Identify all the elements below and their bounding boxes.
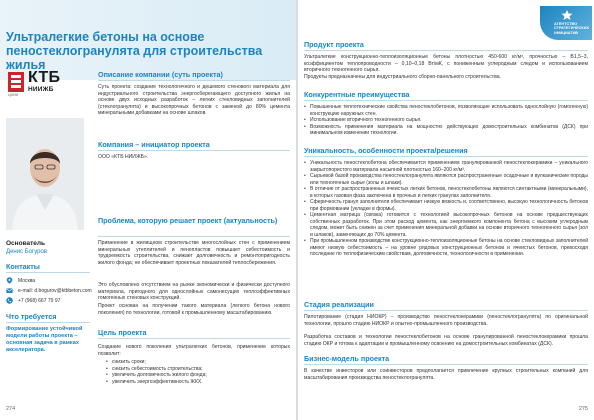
logo-name: КТБ [28,69,61,86]
founder-portrait-icon [6,118,84,230]
list-item: • увеличить энергоэффективность ЖКХ. [106,379,290,386]
contact-phone-text: +7 (968) 667 79 97 [18,297,61,304]
business-heading-rule [304,364,588,365]
list-item: • Уникальность пеностеклобетона обеспечивается применением гранулированной пеностеклокерамики – уникального закрытопористого материала насыпной плотностью 160–200 кг/м³. [304,160,588,173]
list-item: • Сырьевой базой производства пеностеклогранулята являются распространенные осадочные и вулканические породы или техногенные сырье (золы и шлаки). [304,173,588,186]
page-title: Ультралегкие бетоны на основе пеностеклогранулята для строительства жилья [6,30,263,72]
initiator-text: ООО «КТБ НИИЖБ». [98,154,149,160]
list-item: • снизить сроки; [106,359,290,366]
founder-photo [6,118,84,230]
problem-text-2: Это обусловлено отсутствием на рынке экономически и физически доступного материала, пригодного для однослойных самонесущих теплоэффективных гомогенных стеновых конструкций. [98,282,290,302]
agency-logo [540,6,590,36]
initiator-heading: Компания – инициатор проекта [98,140,210,149]
phone-icon [6,297,13,304]
logo-sub: НИИЖБ [28,86,54,93]
list-item: • увеличить долговечность жилого фонда; [106,372,290,379]
problem-text: Применение в жилищном строительстве многослойных стен с применением минеральных утеплителей и пенопластов повышает себестоимость и трудоемкость строительства, снижает долговечность и ремонтопригодность жилого фонда; не обеспечивает проектных показателей теплосбережения. [98,240,290,266]
goal-heading-rule [98,338,290,339]
page-number-right: 275 [578,406,588,412]
uniqueness-heading-rule [304,156,588,157]
contact-email[interactable] [6,286,92,295]
advantages-heading: Конкурентные преимущества [304,90,410,99]
need-heading-rule [6,322,90,323]
goal-list [106,359,290,385]
list-item: • В отличие от распространенных ячеистых легких бетонов, пеностеклобетоны являются синтактными (минеральными), в которых газовая фаза заключена в прочных и легких гранулах заполнителя. [304,186,588,199]
logo-tag: ЦНИИ [8,93,19,97]
stage-heading: Стадия реализации [304,300,374,309]
product-heading: Продукт проекта [304,40,364,49]
advantages-list [304,104,588,137]
contacts-heading-rule [6,272,90,273]
company-logo [6,70,90,98]
list-item: • Использование вторичного техногенного сырья. [304,117,588,124]
list-item: • Возможность применения материала на мощностях действующих домостроительных комбинатов (ДСК) при минимальном изменении технологии. [304,124,588,137]
stage-text: Пилотирование (стадия НИОКР) – производство пеностеклокерамики (пеностеклогранулята) по оригинальной технологии, прошло стадию НИОКР и опытно-промышленного производства. [304,314,588,327]
agency-star-icon [560,10,574,20]
founder-name: Денис Богуров [6,249,47,255]
list-item: • Цементная матрица (связка) готовится с технологией высокопрочных бетонов на основе предшествующих собственных разработок. При этом расход цемента, как энергоемкого компонента бетона с высоким углеродным следом, может быть снижен за счет применения минеральной добавки на основе вторичного техногенного сырья (зол и шлаков), заменяющих до 70% цемента. [304,212,588,238]
need-heading: Что требуется [6,312,57,321]
product-text: Ультралегкие конструкционно-теплоизоляционные бетоны плотностью 450-600 кг/м³, прочностью – В1,5–3, коэффициентом теплопроводности – 0,10–0,18 Вт/мК, с пониженным углеродным следом и использованием вторичного техногенного сырья. [304,54,588,74]
product-text-2: Продукты предназначены для индустриального сборно-панельного строительства. [304,74,501,80]
contact-email-text: e-mail: d.bogurov@ktbbeton.com [18,287,92,294]
list-item: • При промышленном производстве конструкционно-теплоизоляционные бетоны на основе стекловидных заполнителей имеют низкую себестоимость – на уровне рядовых конструкционных бетонов и ячеистых бетонов, превосходя последние по теплофизическим свойствам, долговечности, технологичности в применении. [304,238,588,258]
page-number-left: 274 [6,406,16,412]
contact-city [6,276,35,285]
goal-intro: Создание нового поколения ультралегких бетонов, применение которых позволит: [98,344,290,357]
business-text: В качестве инвесторов или соинвесторов предполагается привлечение крупных строительных компаний для масштабирования производства пеностеклогранулята. [304,368,588,381]
uniqueness-heading: Уникальность, особенности проекта/решения [304,146,468,155]
stage-heading-rule [304,310,588,311]
list-item: • снизить себестоимость строительства; [106,366,290,373]
company-text: Суть проекта: создание технологичного и дешевого стенового материала для индустриального строительства энергосберегающего доступного жилья на основе двух исходных разработок – легких стекловидных заполнителей (стеклогранулята) и высокопрочных бетонов с заменой до 80% цемента минеральными добавками на основе шлаков. [98,84,290,117]
problem-heading-rule [98,236,290,237]
list-item: • Повышенные теплотехнические свойства пеностеклобетонов, позволяющие использовать однослойную (гомогенную) конструкцию наружных стен. [304,104,588,117]
email-icon [6,287,13,294]
agency-name: АГЕНТСТВО СТРАТЕГИЧЕСКИХ ИНИЦИАТИВ [554,22,589,35]
ktb-logo-icon [8,72,24,92]
right-page [298,0,594,420]
contact-phone[interactable] [6,296,60,305]
left-page [0,0,296,420]
business-heading: Бизнес-модель проекта [304,354,390,363]
company-heading-rule [98,80,290,81]
problem-text-3: Проект основан на получении такого материала (легкого бетона нового поколения) по технологии, готовой к промышленному масштабированию. [98,303,290,316]
need-text: Формирование устойчивой модели работы проекта – основная задача в рамках акселератора. [6,326,83,353]
goal-heading: Цель проекта [98,328,147,337]
founder-label: Основатель [6,240,46,247]
problem-heading: Проблема, которую решает проект (актуальность) [98,216,278,225]
contacts-heading: Контакты [6,262,40,271]
product-heading-rule [304,50,588,51]
advantages-heading-rule [304,100,588,101]
initiator-heading-rule [98,150,290,151]
location-pin-icon [6,277,13,284]
list-item: • Сферичность гранул заполнителя обеспечивает низкую вязкость и, соответственно, высокую технологичность бетонов при формовании (укладке в формы). [304,199,588,212]
company-heading: Описание компании (суть проекта) [98,70,223,79]
uniqueness-list [304,160,588,258]
stage-text-2: Разработка составов и технологии пеностеклобетонов на основе гранулированной пеностеклокерамики прошла стадию ОКР и готова к адаптации и промышленному освоению на домостроительных комбинатах (ДСК). [304,334,588,347]
contact-city-text: Москва [18,277,36,284]
